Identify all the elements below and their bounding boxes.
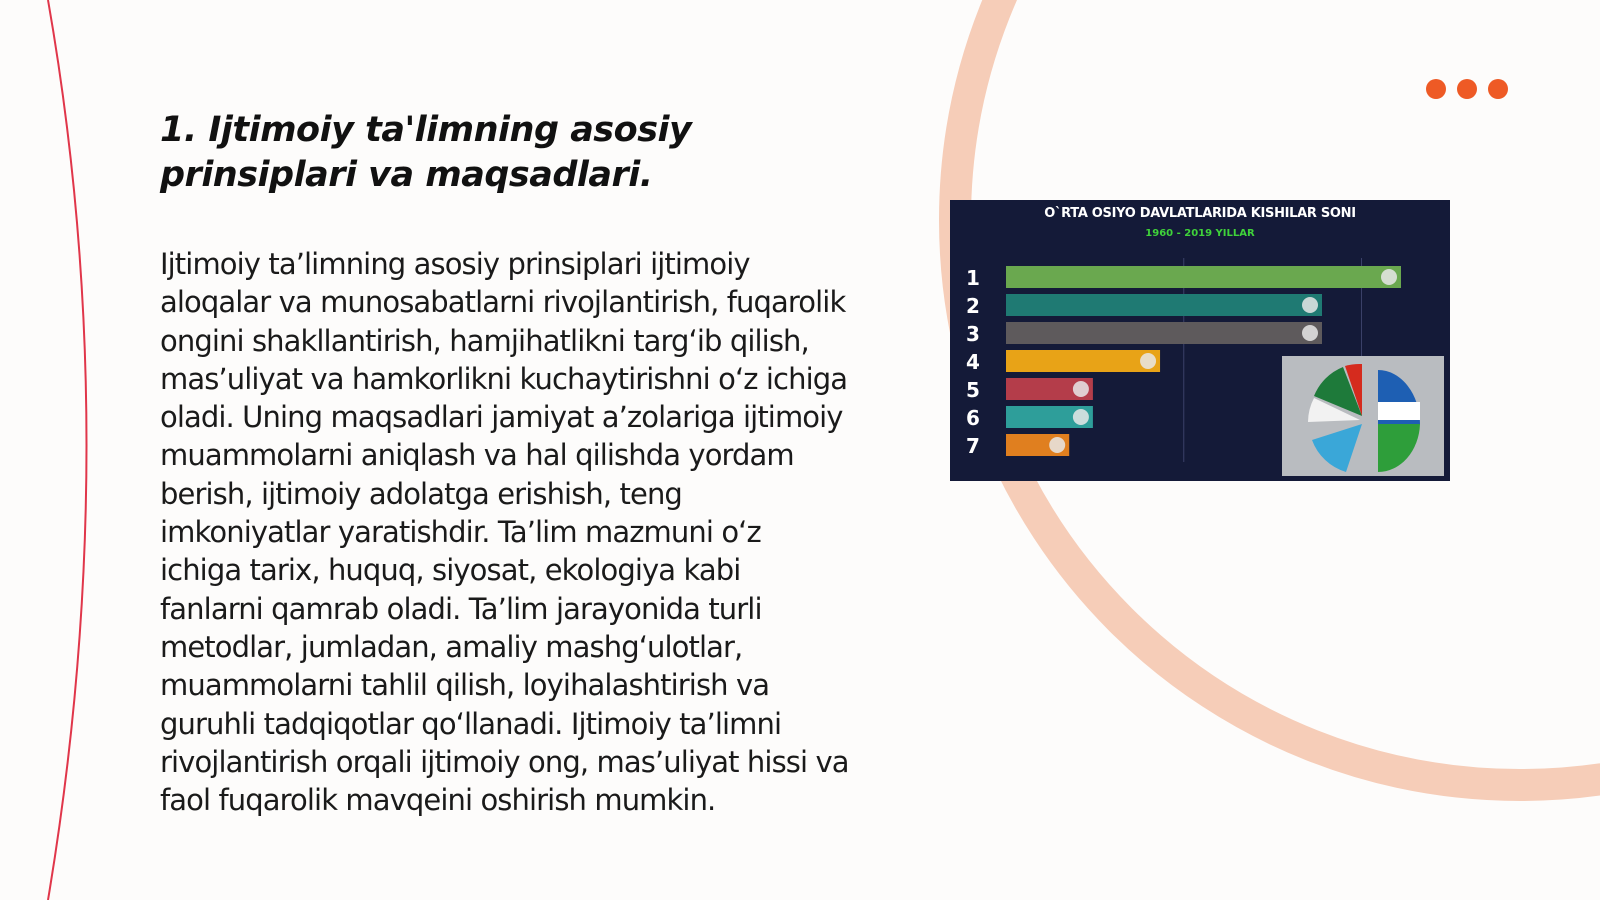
flag-stripe: [1378, 402, 1420, 420]
bar-chart: [950, 200, 1450, 481]
chart-rank-label: 7: [966, 434, 980, 458]
flag-icon: [1302, 325, 1318, 341]
chart-rank-label: 3: [966, 322, 980, 346]
slide-title: 1. Ijtimoiy ta'limning asosiy prinsiplari va maqsadlari.: [160, 110, 692, 195]
chart-bar: [1006, 294, 1322, 316]
flag-icon: [1073, 381, 1089, 397]
more-dots-icon: [1426, 79, 1508, 99]
slide-body-text: Ijtimoiy ta’limning asosiy prinsiplari ijtimoiy aloqalar va munosabatlarni rivojlantirish, fuqarolik ongini shakllantirish, hamjihatlikni targ‘ib qilish, mas’uliyat va hamkorlikni kuchaytirishni o‘z ichiga oladi. Uning maqsadlari jamiyat a’zolariga ijtimoiy muammolarni aniqlash va hal qilishda yordam berish, ijtimoiy adolatga erishish, teng imkoniyatlar yaratishdir. Ta’lim mazmuni o‘z ichiga tarix, huquq, siyosat, ekologiya kabi fanlarni qamrab oladi. Ta’lim jarayonida turli metodlar, jumladan, amaliy mashg‘ulotlar, muammolarni tahlil qilish, loyihalashtirish va guruhli tadqiqotlar qo‘llanadi. Ijtimoiy ta’limni rivojlantirish orqali ijtimoiy ong, mas’uliyat hissi va faol fuqarolik mavqeini oshirish mumkin.: [160, 247, 849, 818]
flags-inset-image: [1282, 356, 1444, 476]
chart-bar: [1006, 322, 1322, 344]
flag-icon: [1073, 409, 1089, 425]
population-chart-image: [950, 200, 1450, 481]
chart-bar: [1006, 350, 1160, 372]
chart-rank-label: 6: [966, 406, 980, 430]
dot: [1457, 79, 1477, 99]
flag-icon: [1302, 297, 1318, 313]
chart-title: O`RTA OSIYO DAVLATLARIDA KISHILAR SONI: [1044, 206, 1356, 221]
chart-rank-label: 5: [966, 378, 980, 402]
chart-rank-label: 2: [966, 294, 980, 318]
chart-bar: [1006, 266, 1401, 288]
dot: [1426, 79, 1446, 99]
dot: [1488, 79, 1508, 99]
flag-icon: [1140, 353, 1156, 369]
flag-icon: [1049, 437, 1065, 453]
left-accent-line: [48, 0, 87, 900]
chart-rank-label: 4: [966, 350, 980, 374]
chart-subtitle: 1960 - 2019 YILLAR: [1145, 228, 1255, 239]
flag-icon: [1381, 269, 1397, 285]
chart-rank-label: 1: [966, 266, 980, 290]
